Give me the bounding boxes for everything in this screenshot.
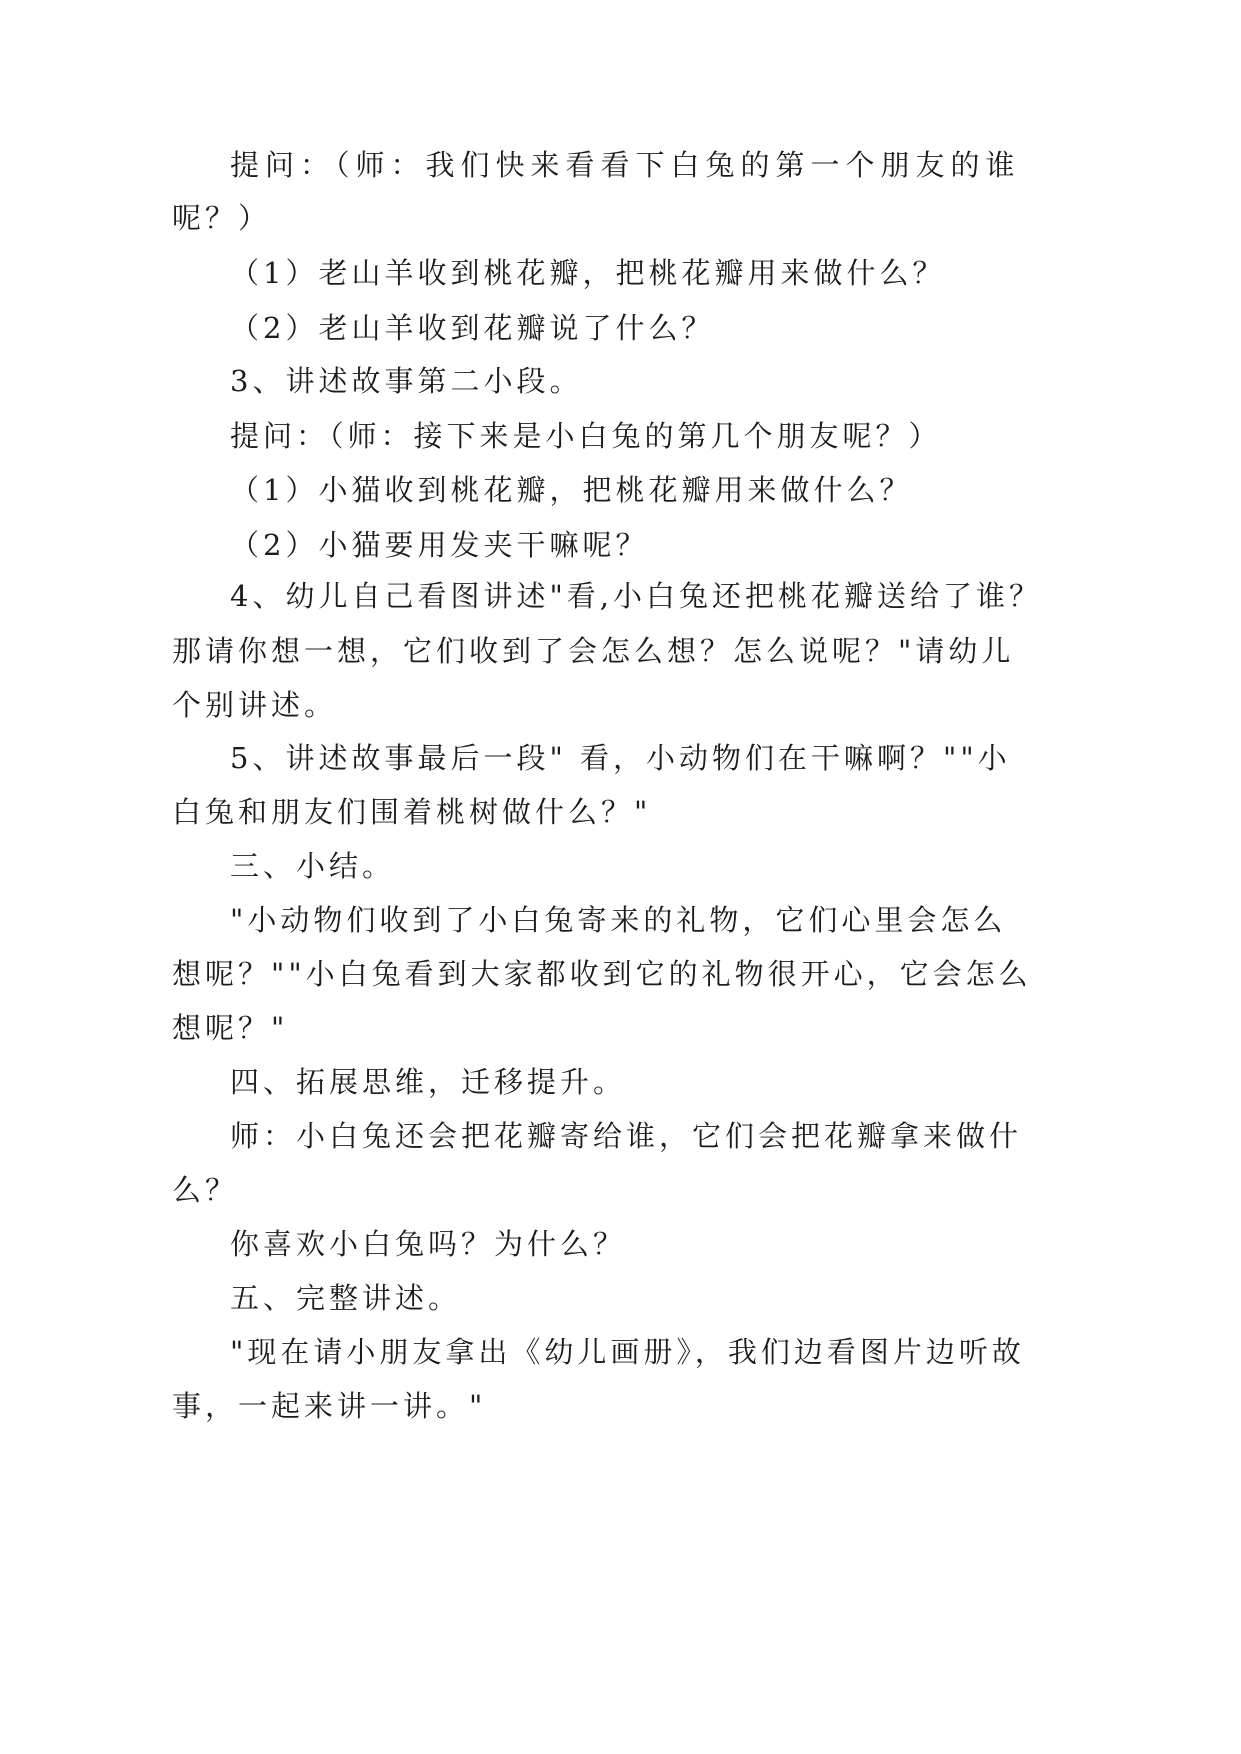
text-line: 三、小结。 bbox=[230, 849, 396, 883]
text-line: （2）老山羊收到花瓣说了什么？ bbox=[230, 311, 715, 345]
text-line: 那请你想一想，它们收到了会怎么想？怎么说呢？"请幼儿 bbox=[172, 634, 1015, 668]
text-line: 提问：（师：接下来是小白兔的第几个朋友呢？） bbox=[230, 419, 942, 453]
text-line: 想呢？""小白兔看到大家都收到它的礼物很开心，它会怎么 bbox=[172, 957, 1032, 991]
text-line: 五、完整讲述。 bbox=[230, 1281, 462, 1315]
text-line: 想呢？" bbox=[172, 1011, 289, 1045]
text-line: 个别讲述。 bbox=[172, 688, 338, 722]
text-line: 5、讲述故事最后一段" 看，小动物们在干嘛啊？""小 bbox=[230, 741, 1011, 775]
text-line: 白兔和朋友们围着桃树做什么？" bbox=[172, 795, 652, 829]
text-line: 呢？） bbox=[172, 201, 272, 235]
text-line: 你喜欢小白兔吗？为什么？ bbox=[230, 1227, 627, 1261]
text-line: 4、幼儿自己看图讲述"看,小白兔还把桃花瓣送给了谁？ bbox=[230, 579, 1043, 613]
text-line: （1）老山羊收到桃花瓣，把桃花瓣用来做什么？ bbox=[230, 256, 946, 290]
text-line: 师：小白兔还会把花瓣寄给谁，它们会把花瓣拿来做什 bbox=[230, 1119, 1023, 1153]
text-line: "小动物们收到了小白兔寄来的礼物，它们心里会怎么 bbox=[230, 903, 1007, 937]
text-line: 四、拓展思维，迁移提升。 bbox=[230, 1065, 627, 1099]
text-line: 提问：（师：我们快来看看下白兔的第一个朋友的谁 bbox=[230, 148, 1021, 182]
text-line: （1）小猫收到桃花瓣，把桃花瓣用来做什么？ bbox=[230, 473, 913, 507]
text-line: 事，一起来讲一讲。" bbox=[172, 1389, 487, 1423]
text-line: （2）小猫要用发夹干嘛呢？ bbox=[230, 528, 649, 562]
text-line: 么？ bbox=[172, 1173, 239, 1207]
text-line: "现在请小朋友拿出《幼儿画册》，我们边看图片边听故 bbox=[230, 1335, 1025, 1369]
text-line: 3、讲述故事第二小段。 bbox=[230, 364, 583, 398]
